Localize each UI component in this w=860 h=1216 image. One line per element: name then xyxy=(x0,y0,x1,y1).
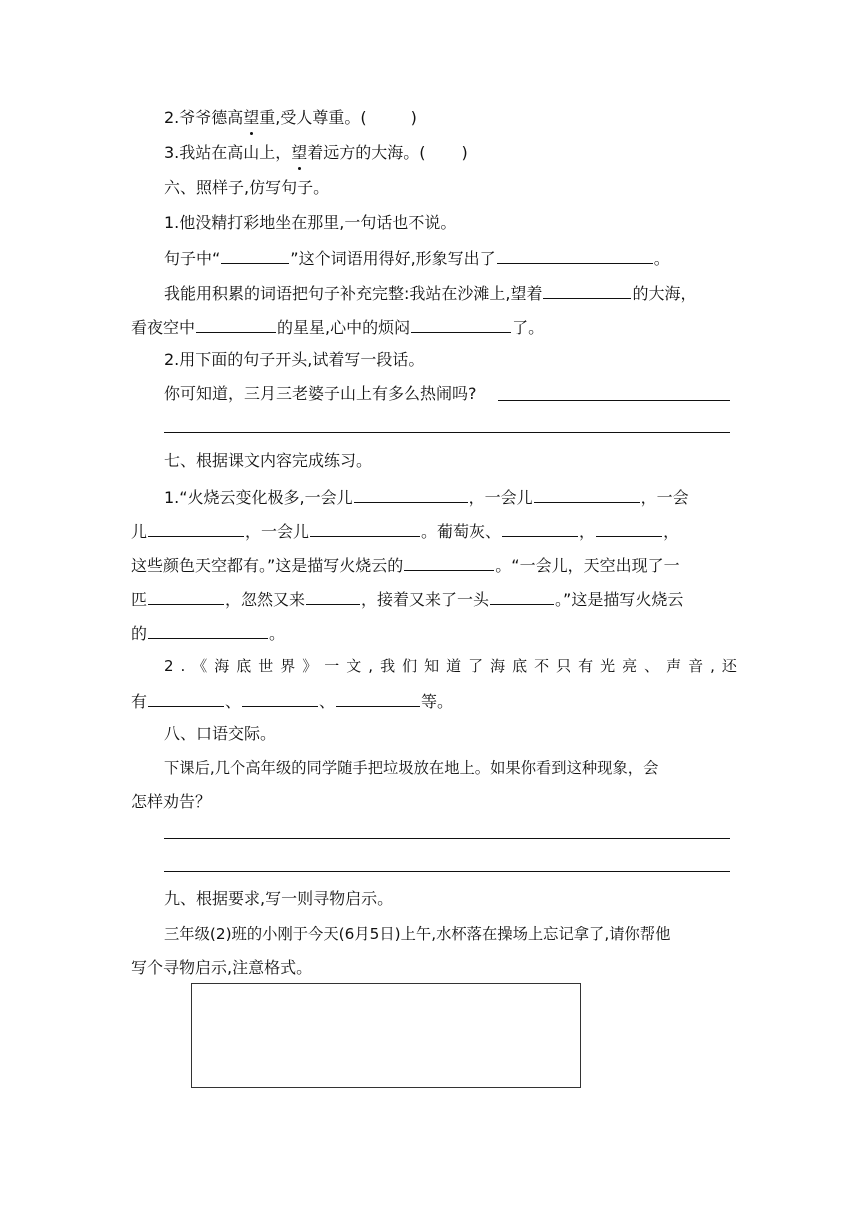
text: 句子中“ xyxy=(164,249,221,268)
answer-blank[interactable] xyxy=(543,280,631,299)
q6-line-c xyxy=(131,314,544,340)
answer-blank[interactable] xyxy=(336,688,420,707)
text: 2.爷爷德高 xyxy=(164,108,244,127)
answer-line[interactable] xyxy=(164,871,730,872)
q8-text-2: 怎样劝告？ xyxy=(131,792,212,811)
text: 、 xyxy=(225,692,242,711)
text: 。 xyxy=(269,624,286,643)
text: 。“一会儿，天空出现了一 xyxy=(495,556,680,575)
text: 。 xyxy=(653,249,670,268)
text: 这些颜色天空都有。”这是描写火烧云的 xyxy=(131,556,404,575)
q9-heading: 九、根据要求,写一则寻物启示。 xyxy=(164,889,394,908)
text: ) xyxy=(410,108,417,127)
text: 、 xyxy=(319,692,336,711)
q6-line-a xyxy=(164,245,670,271)
text: 着远方的大海。( xyxy=(307,143,426,162)
text: ，一会儿 xyxy=(468,488,533,507)
answer-blank[interactable] xyxy=(490,586,554,605)
text: 看夜空中 xyxy=(131,318,196,337)
answer-blank[interactable] xyxy=(310,518,420,537)
answer-blank[interactable] xyxy=(221,245,289,264)
q9-text-2: 写个寻物启示,注意格式。 xyxy=(131,958,313,977)
text: 有 xyxy=(131,692,148,711)
text: 的大海， xyxy=(632,284,697,303)
q7-row-4 xyxy=(131,586,683,612)
q7-row-3 xyxy=(131,552,680,578)
q7-heading: 七、根据课文内容完成练习。 xyxy=(164,451,373,470)
answer-blank[interactable] xyxy=(411,314,511,333)
answer-blank[interactable] xyxy=(148,586,224,605)
answer-blank[interactable] xyxy=(306,586,360,605)
text: 的星星,心中的烦闷 xyxy=(277,318,411,337)
q6-item-1: 1.他没精打彩地坐在那里,一句话也不说。 xyxy=(164,213,457,232)
q6-line-b xyxy=(164,280,697,306)
text: ，一会 xyxy=(640,488,689,507)
text: 匹 xyxy=(131,590,148,609)
text: ”这个词语用得好,形象写出了 xyxy=(290,249,496,268)
text: 了。 xyxy=(512,318,545,337)
q6-line-d: 你可知道，三月三老婆子山上有多么热闹吗? xyxy=(164,384,477,403)
text: 我能用积累的词语把句子补充完整:我站在沙滩上,望着 xyxy=(164,284,543,303)
text: ， xyxy=(579,522,596,541)
q7-row-5 xyxy=(131,620,285,646)
answer-blank[interactable] xyxy=(534,484,640,503)
text: 等。 xyxy=(421,692,454,711)
answer-blank[interactable] xyxy=(502,518,578,537)
answer-line[interactable] xyxy=(164,432,730,433)
text: ，一会儿 xyxy=(245,522,310,541)
q9-text-1: 三年级(2)班的小刚于今天(6月5日)上午,水杯落在操场上忘记拿了,请你帮他 xyxy=(164,925,671,943)
text: 。”这是描写火烧云 xyxy=(555,590,684,609)
text: ，接着又来了一头 xyxy=(361,590,490,609)
q7-row-6: 2.《海底世界》一文,我们知道了海底不只有光亮、声音,还 xyxy=(164,657,744,675)
text: 的 xyxy=(131,624,148,643)
text: 3.我站在高山上， xyxy=(164,143,292,162)
q6-heading: 六、照样子,仿写句子。 xyxy=(164,178,330,197)
text: 儿 xyxy=(131,522,148,541)
text: ， xyxy=(663,522,680,541)
answer-blank[interactable] xyxy=(196,314,276,333)
dotted-char: 望 xyxy=(243,106,259,130)
q8-heading: 八、口语交际。 xyxy=(164,724,277,743)
answer-blank[interactable] xyxy=(404,552,494,571)
q8-text-1: 下课后,几个高年级的同学随手把垃圾放在地上。如果你看到这种现象，会 xyxy=(164,759,659,777)
dotted-char: 望 xyxy=(291,141,307,165)
text: 1.“火烧云变化极多,一会儿 xyxy=(164,488,353,507)
answer-line[interactable] xyxy=(498,400,730,401)
answer-blank[interactable] xyxy=(148,518,244,537)
q5-item-3 xyxy=(164,141,468,165)
answer-box[interactable] xyxy=(191,983,581,1088)
text: ，忽然又来 xyxy=(225,590,306,609)
q5-item-2 xyxy=(164,106,417,130)
q7-row-1 xyxy=(164,484,689,510)
text: ) xyxy=(461,143,468,162)
q7-row-7 xyxy=(131,688,453,714)
answer-blank[interactable] xyxy=(148,688,224,707)
q6-item-2: 2.用下面的句子开头,试着写一段话。 xyxy=(164,350,425,369)
text: 重,受人尊重。( xyxy=(259,108,367,127)
answer-blank[interactable] xyxy=(242,688,318,707)
answer-blank[interactable] xyxy=(497,245,653,264)
q7-row-2 xyxy=(131,518,679,544)
answer-blank[interactable] xyxy=(148,620,268,639)
answer-line[interactable] xyxy=(164,838,730,839)
answer-blank[interactable] xyxy=(354,484,468,503)
answer-blank[interactable] xyxy=(596,518,662,537)
text: 。葡萄灰、 xyxy=(421,522,502,541)
